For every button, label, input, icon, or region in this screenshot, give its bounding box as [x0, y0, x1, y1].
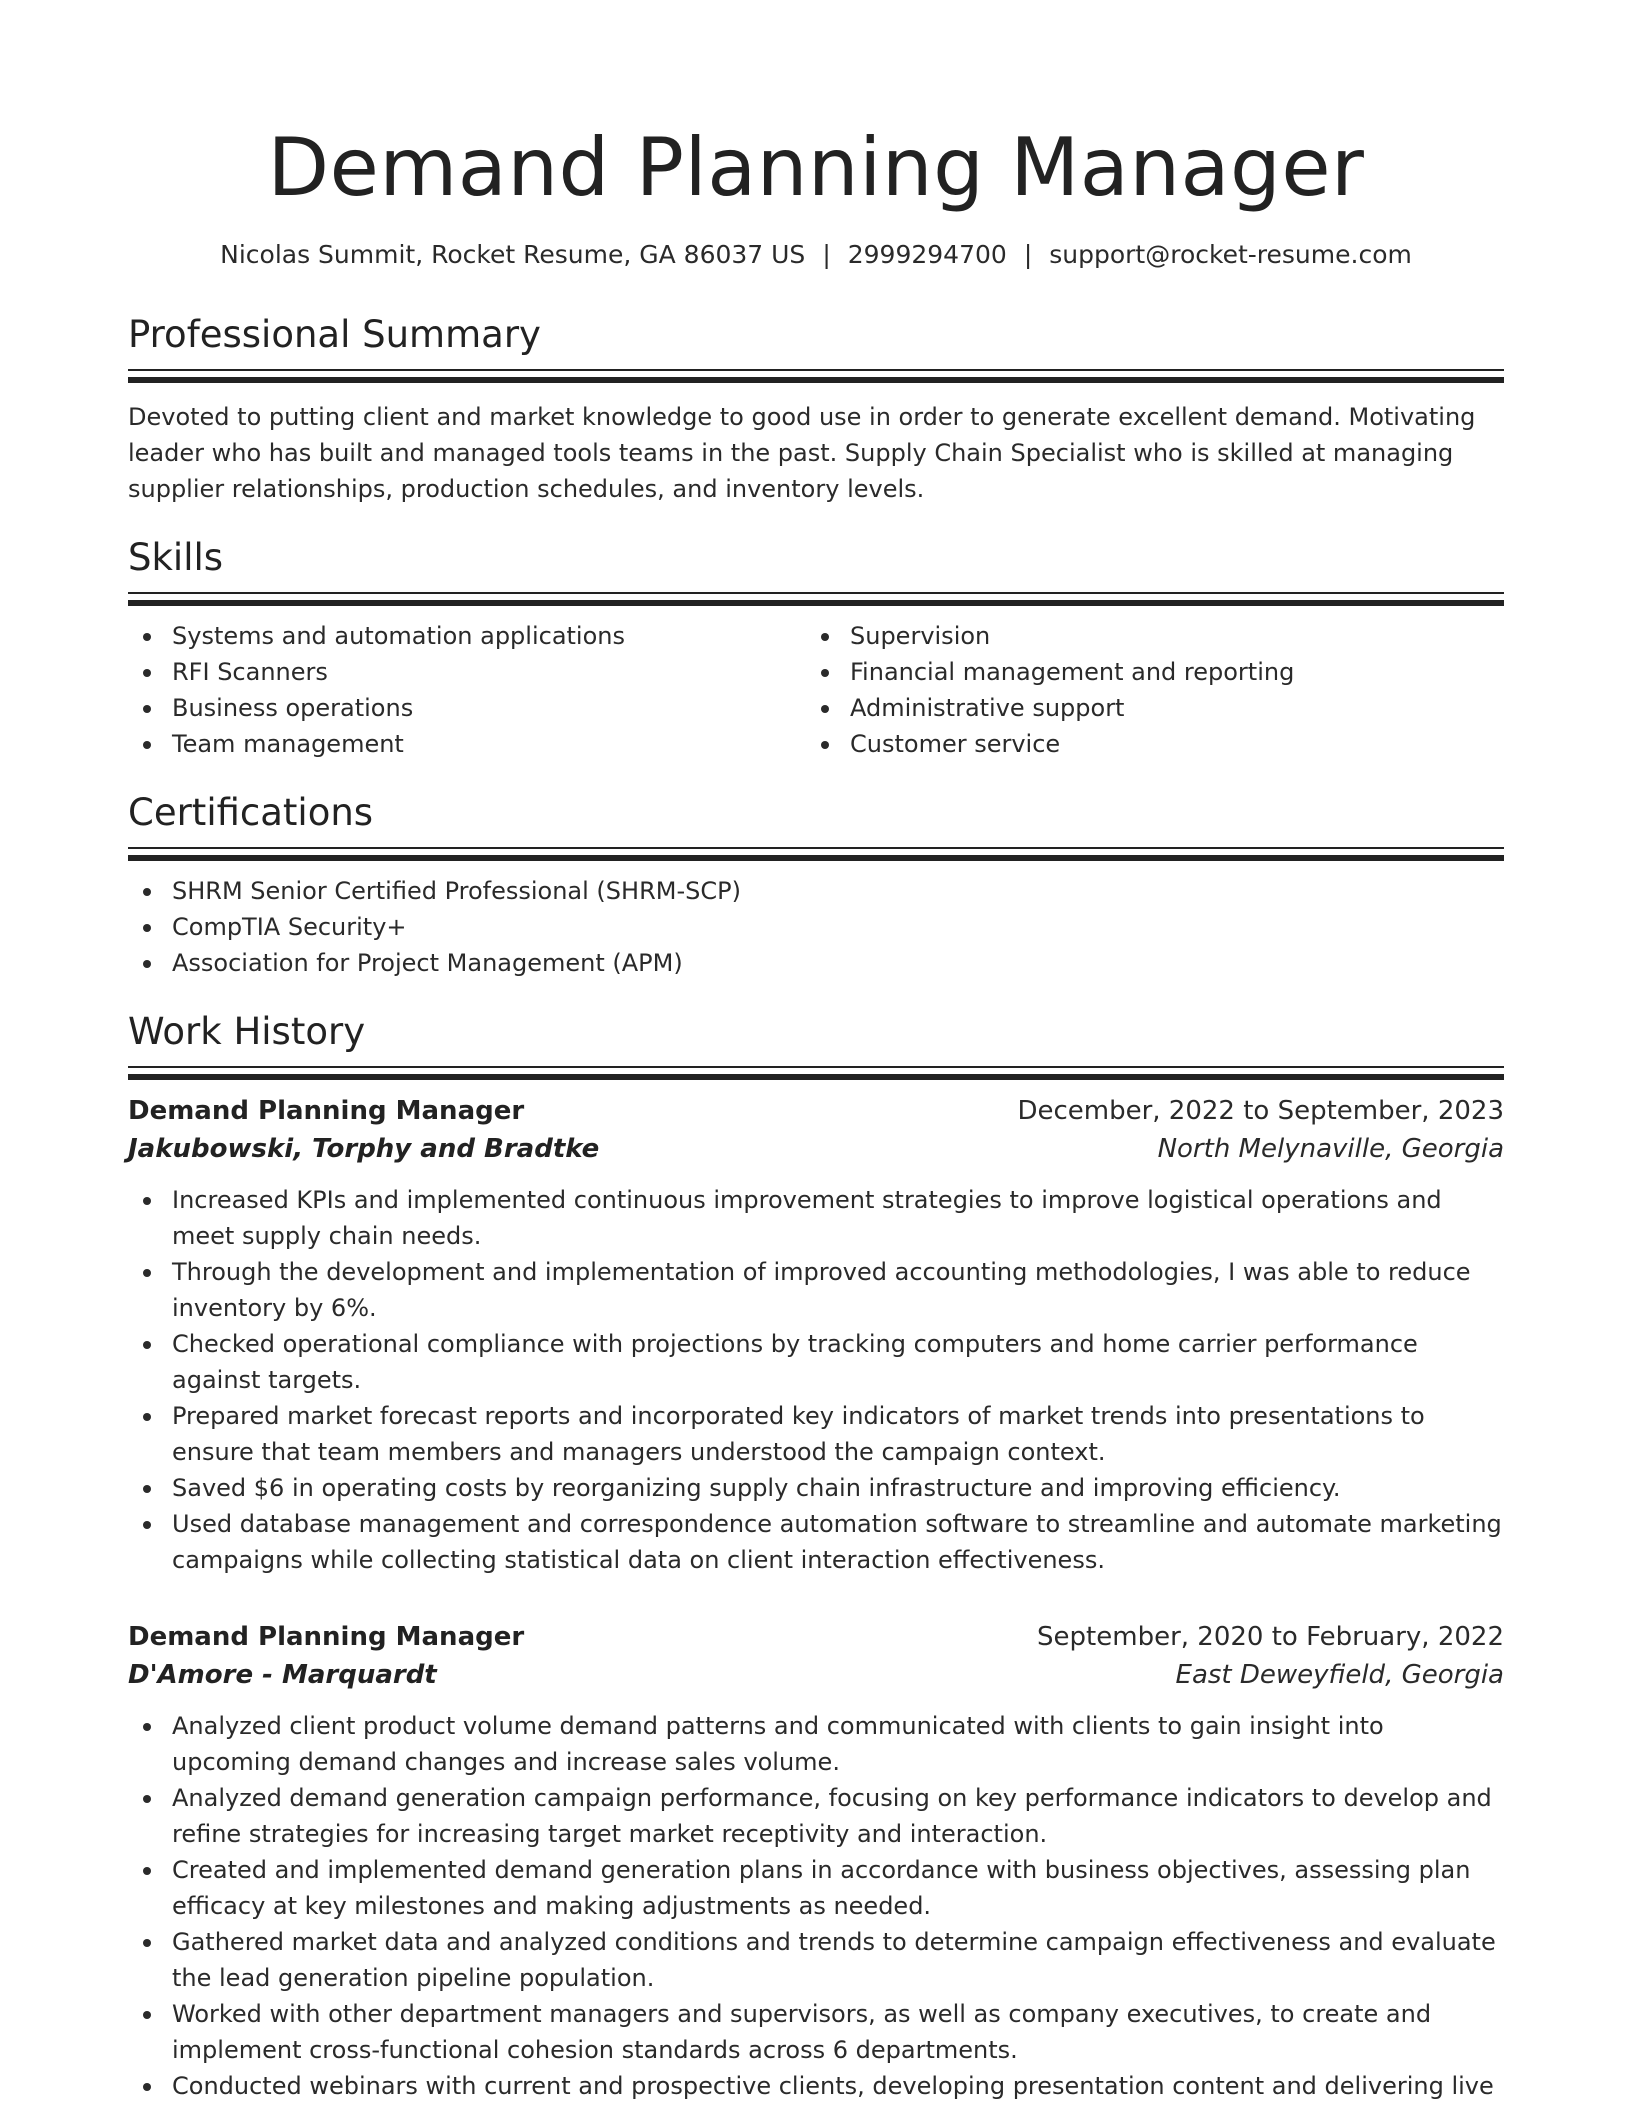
section-divider	[128, 847, 1504, 849]
job-bullet: Increased KPIs and implemented continuous improvement strategies to improve logistical operations and meet supply chain needs.	[128, 1182, 1504, 1254]
skill-item: Supervision	[806, 618, 1484, 654]
section-divider-thick	[128, 1074, 1504, 1080]
resume-name: Demand Planning Manager	[267, 121, 1365, 214]
certifications-list	[128, 873, 1504, 981]
job-subheader	[128, 1656, 1504, 1694]
certification-item: CompTIA Security+	[128, 909, 1504, 945]
certifications-section	[128, 790, 1504, 981]
summary-text: Devoted to putting client and market knowledge to good use in order to generate excellent demand. Motivating leader who has built and managed tools teams in the past. Supply Chain Specialist who is skilled at managing supplier relationships, production schedules, and inventory levels.	[128, 403, 1476, 503]
job-location: North Melynaville, Georgia	[1157, 1134, 1504, 1164]
skills-grid	[128, 618, 1504, 762]
job-bullet: Analyzed client product volume demand patterns and communicated with clients to gain insight into upcoming demand changes and increase sales volume.	[128, 1708, 1504, 1780]
skill-item: Customer service	[806, 726, 1484, 762]
job-title: Demand Planning Manager	[128, 1622, 525, 1652]
skill-item: Business operations	[128, 690, 806, 726]
section-divider	[128, 1066, 1504, 1068]
skills-list-right	[806, 618, 1484, 762]
job-bullet: Through the development and implementation of improved accounting methodologies, I was able to reduce inventory by 6%.	[128, 1254, 1504, 1326]
section-title-skills: Skills	[128, 536, 224, 579]
job-bullet: Used database management and correspondence automation software to streamline and automate marketing campaigns while collecting statistical data on client interaction effectiveness.	[128, 1506, 1504, 1578]
skills-section	[128, 535, 1504, 762]
job-header	[128, 1618, 1504, 1656]
skill-item: RFI Scanners	[128, 654, 806, 690]
job-bullet: Gathered market data and analyzed conditions and trends to determine campaign effectiveness and evaluate the lead generation pipeline population.	[128, 1924, 1504, 1996]
resume-page	[128, 0, 1504, 2104]
summary-section	[128, 312, 1504, 507]
certification-item: Association for Project Management (APM)	[128, 945, 1504, 981]
job-entry	[128, 1092, 1504, 1578]
skill-item: Financial management and reporting	[806, 654, 1484, 690]
job-bullet: Prepared market forecast reports and incorporated key indicators of market trends into presentations to ensure that team members and managers understood the campaign context.	[128, 1398, 1504, 1470]
job-company: Jakubowski, Torphy and Bradtke	[128, 1134, 600, 1164]
job-bullet: Conducted webinars with current and prospective clients, developing presentation content and delivering live	[128, 2068, 1504, 2104]
certification-item: SHRM Senior Certified Professional (SHRM-SCP)	[128, 873, 1504, 909]
section-title-summary: Professional Summary	[128, 313, 541, 356]
job-bullet: Analyzed demand generation campaign performance, focusing on key performance indicators to develop and refine strategies for increasing target market receptivity and interaction.	[128, 1780, 1504, 1852]
work-history-section	[128, 1009, 1504, 2104]
section-title-certifications: Certifications	[128, 791, 374, 834]
job-bullets	[128, 1182, 1504, 1578]
contact-separator: |	[1023, 240, 1033, 269]
job-company: D'Amore - Marquardt	[128, 1660, 437, 1690]
section-divider	[128, 369, 1504, 371]
job-dates: December, 2022 to September, 2023	[1017, 1096, 1504, 1126]
job-subheader	[128, 1130, 1504, 1168]
skill-item: Systems and automation applications	[128, 618, 806, 654]
section-divider-thick	[128, 377, 1504, 383]
job-bullet: Checked operational compliance with projections by tracking computers and home carrier performance against targets.	[128, 1326, 1504, 1398]
contact-address: Nicolas Summit, Rocket Resume, GA 86037 US	[220, 240, 806, 269]
job-entry	[128, 1618, 1504, 2104]
job-header	[128, 1092, 1504, 1130]
section-title-work-history: Work History	[128, 1010, 366, 1053]
contact-line	[128, 238, 1504, 272]
section-divider-thick	[128, 600, 1504, 606]
contact-separator: |	[822, 240, 831, 269]
skill-item: Team management	[128, 726, 806, 762]
section-divider	[128, 592, 1504, 594]
skills-list-left	[128, 618, 806, 762]
job-location: East Deweyfield, Georgia	[1175, 1660, 1504, 1690]
job-dates: September, 2020 to February, 2022	[1037, 1622, 1504, 1652]
job-bullet: Created and implemented demand generation plans in accordance with business objectives, assessing plan efficacy at key milestones and making adjustments as needed.	[128, 1852, 1504, 1924]
section-divider-thick	[128, 855, 1504, 861]
job-title: Demand Planning Manager	[128, 1096, 525, 1126]
contact-email[interactable]: support@rocket-resume.com	[1049, 240, 1412, 269]
job-bullet: Saved $6 in operating costs by reorganizing supply chain infrastructure and improving efficiency.	[128, 1470, 1504, 1506]
job-bullets	[128, 1708, 1504, 2104]
contact-phone: 2999294700	[847, 240, 1007, 269]
job-bullet: Worked with other department managers and supervisors, as well as company executives, to create and implement cross-functional cohesion standards across 6 departments.	[128, 1996, 1504, 2068]
skill-item: Administrative support	[806, 690, 1484, 726]
